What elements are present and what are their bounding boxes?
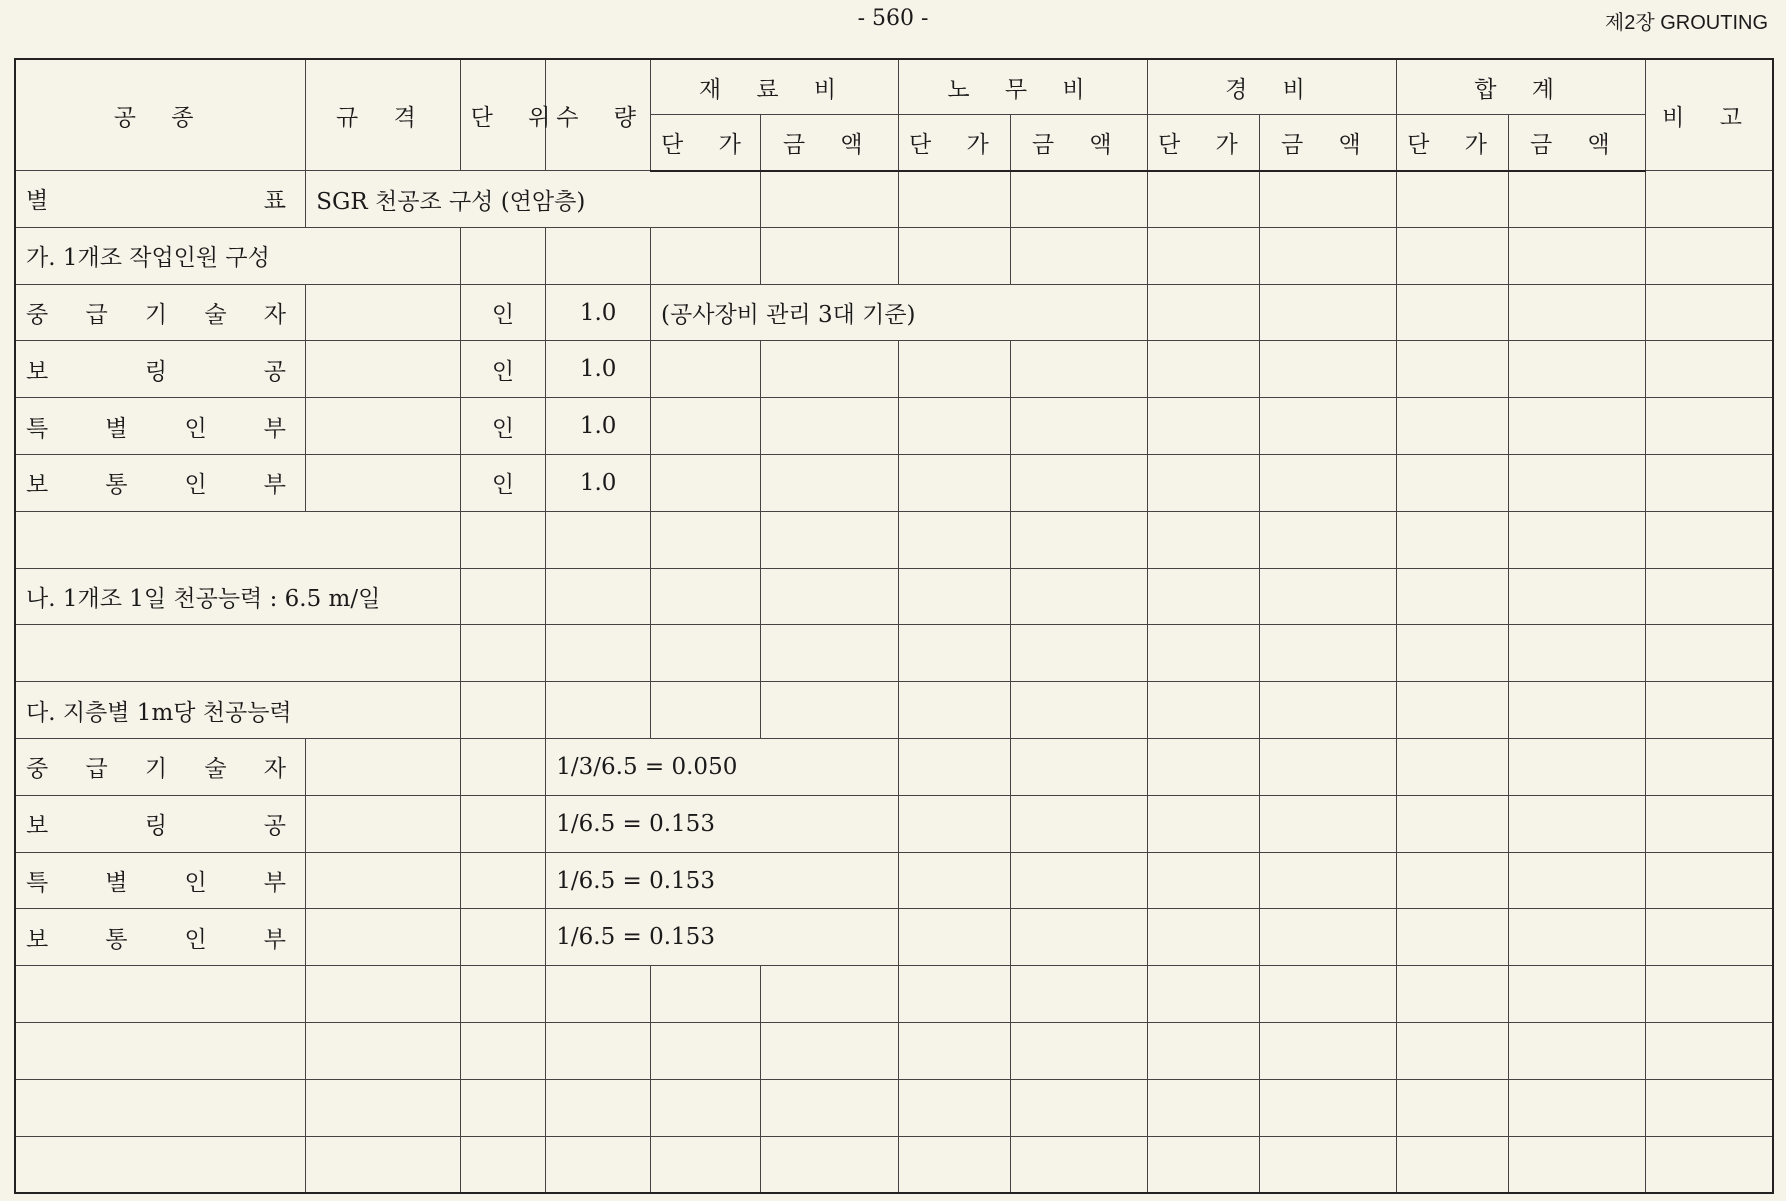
labor-amount: 금 액 xyxy=(1010,115,1147,171)
header-work-type: 공 종 xyxy=(15,59,306,171)
table-row xyxy=(15,341,1773,398)
row-description: SGR 천공조 구성 (연암층) xyxy=(306,171,761,228)
table-row xyxy=(15,682,1773,739)
row-section-title: 가. 1개조 작업인원 구성 xyxy=(15,227,460,284)
row-name xyxy=(15,284,306,341)
table-row xyxy=(15,1079,1773,1136)
total-unit-price: 단 가 xyxy=(1397,115,1509,171)
table-row xyxy=(15,1136,1773,1193)
material-amount: 금 액 xyxy=(761,115,898,171)
row-name xyxy=(15,739,306,796)
table-row xyxy=(15,511,1773,568)
table-row xyxy=(15,227,1773,284)
row-name-text: 특 별 인 부 xyxy=(26,870,286,897)
row-name-text: 특 별 인 부 xyxy=(26,415,286,442)
row-name-text: 보 통 인 부 xyxy=(26,472,286,499)
row-calc: 1/6.5 = 0.153 xyxy=(546,795,899,852)
header-expense: 경 비 xyxy=(1148,59,1397,115)
cost-table xyxy=(14,58,1774,1194)
table-row xyxy=(15,739,1773,796)
header-unit: 단 위 xyxy=(460,59,546,171)
row-name-text: 보 링 공 xyxy=(26,358,286,385)
expense-unit-price: 단 가 xyxy=(1148,115,1260,171)
table-row xyxy=(15,1023,1773,1080)
table-row xyxy=(15,398,1773,455)
header-quantity: 수 량 xyxy=(546,59,651,171)
row-qty: 1.0 xyxy=(546,398,651,455)
header-row-1 xyxy=(15,59,1773,115)
row-section-title: 다. 지층별 1m당 천공능력 xyxy=(15,682,460,739)
row-name xyxy=(15,795,306,852)
table-row xyxy=(15,171,1773,228)
row-unit: 인 xyxy=(460,284,546,341)
row-name-text: 중 급 기 술 자 xyxy=(26,302,286,329)
table-row xyxy=(15,455,1773,512)
row-qty: 1.0 xyxy=(546,341,651,398)
row-blank xyxy=(15,511,460,568)
row-name xyxy=(15,398,306,455)
table-row xyxy=(15,568,1773,625)
header-spec: 규 격 xyxy=(306,59,460,171)
table-row xyxy=(15,966,1773,1023)
page-number: - 560 - xyxy=(857,6,929,31)
row-name-text: 별 표 xyxy=(26,188,286,215)
row-name xyxy=(15,852,306,909)
row-name xyxy=(15,455,306,512)
row-calc: 1/6.5 = 0.153 xyxy=(546,909,899,966)
header-material: 재 료 비 xyxy=(651,59,899,115)
table-row xyxy=(15,909,1773,966)
material-unit-price: 단 가 xyxy=(651,115,761,171)
table-row xyxy=(15,625,1773,682)
row-blank xyxy=(15,625,460,682)
row-name-text: 중 급 기 술 자 xyxy=(26,756,286,783)
row-qty: 1.0 xyxy=(546,455,651,512)
total-amount: 금 액 xyxy=(1508,115,1645,171)
row-calc: 1/3/6.5 = 0.050 xyxy=(546,739,899,796)
row-name xyxy=(15,171,306,228)
row-unit: 인 xyxy=(460,398,546,455)
table-row xyxy=(15,852,1773,909)
row-name-text: 보 링 공 xyxy=(26,813,286,840)
row-name-text: 보 통 인 부 xyxy=(26,926,286,953)
row-unit: 인 xyxy=(460,341,546,398)
header-labor: 노 무 비 xyxy=(898,59,1147,115)
labor-unit-price: 단 가 xyxy=(898,115,1010,171)
expense-amount: 금 액 xyxy=(1259,115,1396,171)
table-row xyxy=(15,795,1773,852)
header-total: 합 계 xyxy=(1397,59,1646,115)
row-calc: 1/6.5 = 0.153 xyxy=(546,852,899,909)
chapter-title: 제2장 GROUTING xyxy=(1604,12,1768,34)
row-name xyxy=(15,909,306,966)
row-section-title: 나. 1개조 1일 천공능력 : 6.5 m/일 xyxy=(15,568,460,625)
table-row xyxy=(15,284,1773,341)
row-unit: 인 xyxy=(460,455,546,512)
row-qty: 1.0 xyxy=(546,284,651,341)
header-remark: 비 고 xyxy=(1646,59,1773,171)
row-name xyxy=(15,341,306,398)
row-note: (공사장비 관리 3대 기준) xyxy=(651,284,1148,341)
